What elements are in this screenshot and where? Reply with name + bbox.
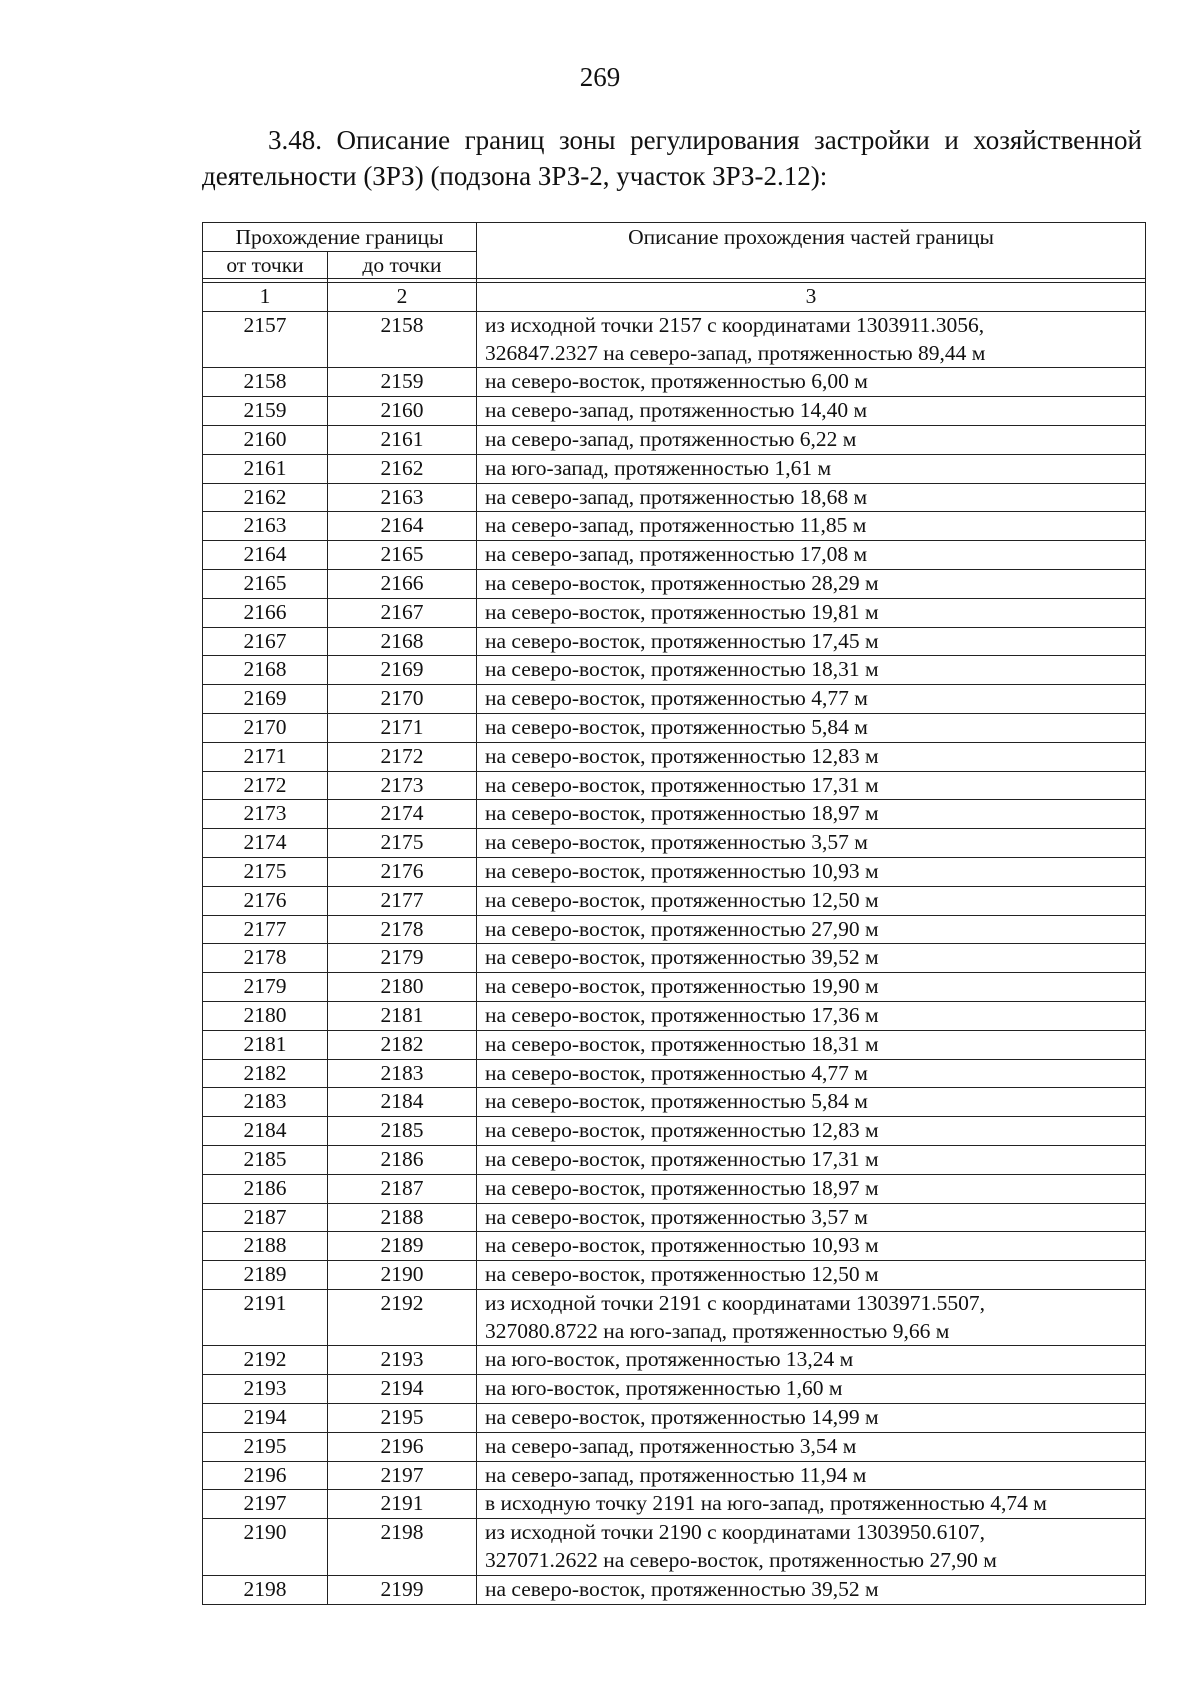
from-point-cell: 2165 (203, 569, 328, 598)
to-point-cell: 2190 (328, 1261, 477, 1290)
to-point-cell: 2158 (328, 311, 477, 368)
from-point-cell: 2180 (203, 1001, 328, 1030)
description-cell (477, 1461, 1146, 1490)
to-point-cell: 2197 (328, 1461, 477, 1490)
header-description: Описание прохождения частей границы (477, 223, 1146, 279)
from-point-cell: 2172 (203, 771, 328, 800)
description-cell (477, 685, 1146, 714)
description-cell (477, 1404, 1146, 1433)
description-line: на северо-восток, протяженностью 4,77 м (485, 1060, 868, 1085)
description-line: на северо-восток, протяженностью 18,97 м (485, 801, 879, 826)
table-row (203, 829, 1146, 858)
from-point-cell: 2164 (203, 541, 328, 570)
from-point-cell: 2159 (203, 397, 328, 426)
description-cell (477, 1289, 1146, 1346)
from-point-cell: 2160 (203, 425, 328, 454)
table-row (203, 944, 1146, 973)
description-line: на северо-запад, протяженностью 18,68 м (485, 484, 868, 509)
description-cell (477, 771, 1146, 800)
table-row (203, 915, 1146, 944)
description-line: на северо-восток, протяженностью 17,31 м (485, 1146, 879, 1171)
from-point-cell: 2169 (203, 685, 328, 714)
to-point-cell: 2185 (328, 1117, 477, 1146)
description-cell (477, 569, 1146, 598)
description-line: на северо-восток, протяженностью 3,57 м (485, 830, 868, 855)
table-row (203, 742, 1146, 771)
column-number: 3 (477, 283, 1146, 312)
from-point-cell: 2162 (203, 483, 328, 512)
from-point-cell: 2170 (203, 713, 328, 742)
from-point-cell: 2191 (203, 1289, 328, 1346)
from-point-cell: 2181 (203, 1030, 328, 1059)
column-number: 1 (203, 283, 328, 312)
table-row (203, 425, 1146, 454)
description-line: на юго-восток, протяженностью 1,60 м (485, 1376, 843, 1401)
from-point-cell: 2184 (203, 1117, 328, 1146)
description-cell (477, 454, 1146, 483)
description-cell (477, 1375, 1146, 1404)
description-cell (477, 1346, 1146, 1375)
description-line: на северо-запад, протяженностью 17,08 м (485, 542, 868, 567)
table-row (203, 1490, 1146, 1519)
table-row (203, 397, 1146, 426)
from-point-cell: 2189 (203, 1261, 328, 1290)
description-cell (477, 1575, 1146, 1604)
from-point-cell: 2157 (203, 311, 328, 368)
description-cell (477, 742, 1146, 771)
description-line: на северо-восток, протяженностью 39,52 м (485, 945, 879, 970)
to-point-cell: 2178 (328, 915, 477, 944)
description-cell (477, 1203, 1146, 1232)
table-row (203, 656, 1146, 685)
from-point-cell: 2192 (203, 1346, 328, 1375)
description-line: на северо-восток, протяженностью 39,52 м (485, 1576, 879, 1601)
to-point-cell: 2177 (328, 886, 477, 915)
description-line: на северо-восток, протяженностью 17,31 м (485, 772, 879, 797)
description-cell (477, 1145, 1146, 1174)
description-line: 327071.2622 на северо-восток, протяженностью 27,90 м (485, 1548, 997, 1573)
description-cell (477, 1059, 1146, 1088)
description-line: на северо-восток, протяженностью 18,31 м (485, 657, 879, 682)
to-point-cell: 2172 (328, 742, 477, 771)
description-line: на северо-восток, протяженностью 5,84 м (485, 714, 868, 739)
header-to-point: до точки (328, 252, 477, 279)
description-line: на северо-восток, протяженностью 18,97 м (485, 1175, 879, 1200)
to-point-cell: 2170 (328, 685, 477, 714)
to-point-cell: 2164 (328, 512, 477, 541)
table-row (203, 1059, 1146, 1088)
description-line: на северо-восток, протяженностью 19,90 м (485, 974, 879, 999)
from-point-cell: 2166 (203, 598, 328, 627)
to-point-cell: 2160 (328, 397, 477, 426)
from-point-cell: 2188 (203, 1232, 328, 1261)
description-line: из исходной точки 2157 с координатами 1303911.3056, (485, 312, 985, 337)
description-cell (477, 656, 1146, 685)
description-cell (477, 425, 1146, 454)
description-line: на северо-восток, протяженностью 27,90 м (485, 916, 879, 941)
table-row (203, 598, 1146, 627)
table-row (203, 1117, 1146, 1146)
description-cell (477, 1432, 1146, 1461)
description-line: на северо-восток, протяженностью 12,83 м (485, 743, 879, 768)
to-point-cell: 2183 (328, 1059, 477, 1088)
table-row (203, 1346, 1146, 1375)
description-line: на северо-восток, протяженностью 10,93 м (485, 858, 879, 883)
from-point-cell: 2168 (203, 656, 328, 685)
from-point-cell: 2167 (203, 627, 328, 656)
description-line: на северо-восток, протяженностью 12,83 м (485, 1118, 879, 1143)
description-cell (477, 368, 1146, 397)
to-point-cell: 2199 (328, 1575, 477, 1604)
description-line: на северо-восток, протяженностью 19,81 м (485, 599, 879, 624)
to-point-cell: 2198 (328, 1519, 477, 1576)
description-line: на северо-восток, протяженностью 17,45 м (485, 628, 879, 653)
to-point-cell: 2196 (328, 1432, 477, 1461)
to-point-cell: 2165 (328, 541, 477, 570)
description-cell (477, 1232, 1146, 1261)
table-row (203, 454, 1146, 483)
description-line: на юго-запад, протяженностью 1,61 м (485, 455, 832, 480)
from-point-cell: 2177 (203, 915, 328, 944)
boundary-table (202, 222, 1146, 1605)
table-row (203, 1289, 1146, 1346)
from-point-cell: 2183 (203, 1088, 328, 1117)
description-line: на северо-восток, протяженностью 14,99 м (485, 1405, 879, 1430)
column-number-row (203, 283, 1146, 312)
from-point-cell: 2176 (203, 886, 328, 915)
to-point-cell: 2195 (328, 1404, 477, 1433)
description-line: из исходной точки 2191 с координатами 1303971.5507, (485, 1290, 985, 1315)
table-row (203, 1145, 1146, 1174)
description-line: в исходную точку 2191 на юго-запад, протяженностью 4,74 м (485, 1491, 1047, 1516)
description-line: на северо-восток, протяженностью 5,84 м (485, 1089, 868, 1114)
to-point-cell: 2181 (328, 1001, 477, 1030)
table-row (203, 1030, 1146, 1059)
to-point-cell: 2166 (328, 569, 477, 598)
table-row (203, 1232, 1146, 1261)
table-row (203, 973, 1146, 1002)
from-point-cell: 2182 (203, 1059, 328, 1088)
from-point-cell: 2186 (203, 1174, 328, 1203)
from-point-cell: 2187 (203, 1203, 328, 1232)
from-point-cell: 2171 (203, 742, 328, 771)
description-line: на северо-восток, протяженностью 12,50 м (485, 887, 879, 912)
description-cell (477, 1519, 1146, 1576)
description-line: на северо-восток, протяженностью 4,77 м (485, 686, 868, 711)
description-cell (477, 1261, 1146, 1290)
from-point-cell: 2198 (203, 1575, 328, 1604)
to-point-cell: 2189 (328, 1232, 477, 1261)
header-boundary-passage: Прохождение границы (203, 223, 477, 252)
to-point-cell: 2180 (328, 973, 477, 1002)
from-point-cell: 2174 (203, 829, 328, 858)
description-line: на северо-восток, протяженностью 3,57 м (485, 1204, 868, 1229)
description-cell (477, 512, 1146, 541)
table-row (203, 311, 1146, 368)
from-point-cell: 2190 (203, 1519, 328, 1576)
page-number: 269 (579, 62, 621, 92)
to-point-cell: 2162 (328, 454, 477, 483)
description-cell (477, 311, 1146, 368)
from-point-cell: 2173 (203, 800, 328, 829)
to-point-cell: 2192 (328, 1289, 477, 1346)
to-point-cell: 2171 (328, 713, 477, 742)
description-line: 327080.8722 на юго-запад, протяженностью 9,66 м (485, 1318, 950, 1343)
to-point-cell: 2168 (328, 627, 477, 656)
from-point-cell: 2175 (203, 857, 328, 886)
section-heading (202, 122, 1142, 194)
table-row (203, 569, 1146, 598)
table-body (203, 279, 1146, 1605)
from-point-cell: 2178 (203, 944, 328, 973)
table-row (203, 1432, 1146, 1461)
to-point-cell: 2167 (328, 598, 477, 627)
table-row (203, 1375, 1146, 1404)
table-row (203, 1174, 1146, 1203)
table-row (203, 1461, 1146, 1490)
description-cell (477, 800, 1146, 829)
table-row (203, 512, 1146, 541)
description-line: на северо-восток, протяженностью 28,29 м (485, 570, 879, 595)
table-row (203, 368, 1146, 397)
description-line: на северо-восток, протяженностью 12,50 м (485, 1262, 879, 1287)
from-point-cell: 2193 (203, 1375, 328, 1404)
from-point-cell: 2197 (203, 1490, 328, 1519)
table-row (203, 713, 1146, 742)
to-point-cell: 2179 (328, 944, 477, 973)
description-cell (477, 1174, 1146, 1203)
table-row (203, 685, 1146, 714)
to-point-cell: 2161 (328, 425, 477, 454)
description-cell (477, 713, 1146, 742)
description-line: на северо-восток, протяженностью 18,31 м (485, 1031, 879, 1056)
description-cell (477, 944, 1146, 973)
to-point-cell: 2174 (328, 800, 477, 829)
to-point-cell: 2193 (328, 1346, 477, 1375)
table-row (203, 483, 1146, 512)
description-line: на северо-запад, протяженностью 11,94 м (485, 1462, 867, 1487)
description-line: на юго-восток, протяженностью 13,24 м (485, 1347, 854, 1372)
description-cell (477, 886, 1146, 915)
table-row (203, 1575, 1146, 1604)
description-cell (477, 1001, 1146, 1030)
description-line: на северо-восток, протяженностью 6,00 м (485, 369, 868, 394)
table-row (203, 1261, 1146, 1290)
to-point-cell: 2175 (328, 829, 477, 858)
table-row (203, 1404, 1146, 1433)
from-point-cell: 2163 (203, 512, 328, 541)
to-point-cell: 2159 (328, 368, 477, 397)
description-cell (477, 541, 1146, 570)
description-line: на северо-запад, протяженностью 14,40 м (485, 398, 868, 423)
heading-line-2: деятельности (ЗРЗ) (подзона ЗРЗ-2, участок ЗРЗ-2.12): (202, 161, 828, 191)
table-row (203, 1519, 1146, 1576)
description-line: из исходной точки 2190 с координатами 1303950.6107, (485, 1520, 985, 1545)
to-point-cell: 2184 (328, 1088, 477, 1117)
to-point-cell: 2186 (328, 1145, 477, 1174)
table-row (203, 857, 1146, 886)
table-row (203, 1001, 1146, 1030)
description-cell (477, 397, 1146, 426)
table-row (203, 541, 1146, 570)
table-row (203, 1203, 1146, 1232)
description-line: на северо-восток, протяженностью 17,36 м (485, 1002, 879, 1027)
to-point-cell: 2187 (328, 1174, 477, 1203)
description-line: на северо-запад, протяженностью 11,85 м (485, 513, 867, 538)
to-point-cell: 2188 (328, 1203, 477, 1232)
description-cell (477, 1030, 1146, 1059)
to-point-cell: 2163 (328, 483, 477, 512)
to-point-cell: 2169 (328, 656, 477, 685)
description-line: 326847.2327 на северо-запад, протяженностью 89,44 м (485, 340, 986, 365)
description-cell (477, 1088, 1146, 1117)
table-row (203, 800, 1146, 829)
to-point-cell: 2182 (328, 1030, 477, 1059)
from-point-cell: 2161 (203, 454, 328, 483)
from-point-cell: 2158 (203, 368, 328, 397)
to-point-cell: 2176 (328, 857, 477, 886)
header-from-point: от точки (203, 252, 328, 279)
to-point-cell: 2191 (328, 1490, 477, 1519)
description-cell (477, 973, 1146, 1002)
from-point-cell: 2196 (203, 1461, 328, 1490)
description-cell (477, 1490, 1146, 1519)
description-cell (477, 915, 1146, 944)
table-header (203, 223, 1146, 279)
description-cell (477, 829, 1146, 858)
to-point-cell: 2194 (328, 1375, 477, 1404)
description-line: на северо-запад, протяженностью 3,54 м (485, 1433, 857, 1458)
description-cell (477, 1117, 1146, 1146)
description-line: на северо-запад, протяженностью 6,22 м (485, 426, 857, 451)
from-point-cell: 2179 (203, 973, 328, 1002)
to-point-cell: 2173 (328, 771, 477, 800)
description-cell (477, 483, 1146, 512)
table-row (203, 771, 1146, 800)
column-number: 2 (328, 283, 477, 312)
description-line: на северо-восток, протяженностью 10,93 м (485, 1233, 879, 1258)
heading-line-1: 3.48. Описание границ зоны регулирования застройки и хозяйственной (268, 125, 1142, 155)
table-row (203, 627, 1146, 656)
table-row (203, 1088, 1146, 1117)
description-cell (477, 627, 1146, 656)
table-row (203, 886, 1146, 915)
description-cell (477, 598, 1146, 627)
from-point-cell: 2195 (203, 1432, 328, 1461)
from-point-cell: 2194 (203, 1404, 328, 1433)
description-cell (477, 857, 1146, 886)
from-point-cell: 2185 (203, 1145, 328, 1174)
